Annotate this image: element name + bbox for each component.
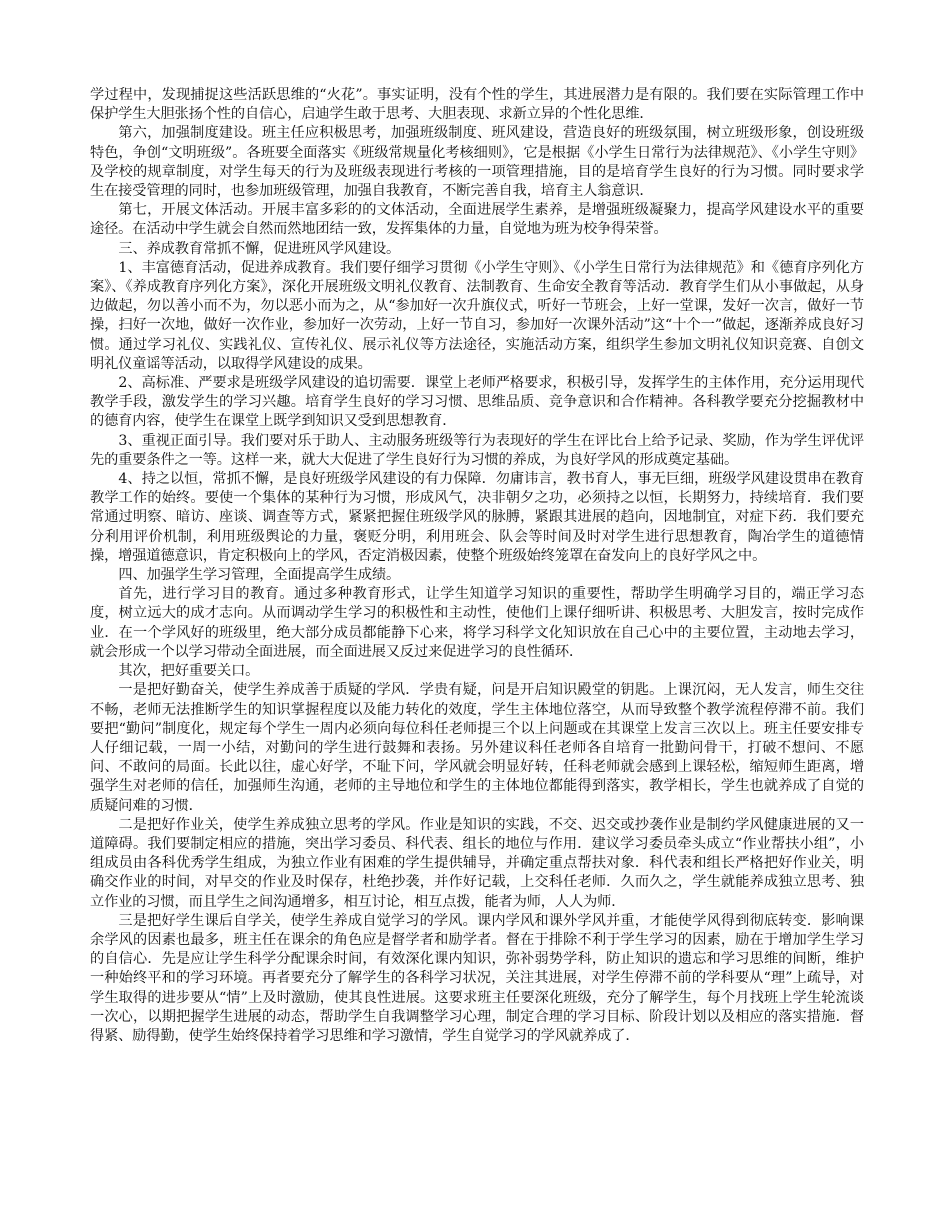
- paragraph-positive-guidance: 3、重视正面引导。我们要对乐于助人、主动服务班级等行为表现好的学生在评比台上给予记录、奖励，作为学生评优评先的重要条件之一等。这样一来，就大大促进了学生良好行为习惯的养成，为良好学风的形成奠定基础。: [90, 432, 864, 468]
- paragraph-system-building: 第六，加强制度建设。班主任应积极思考，加强班级制度、班风建设，营造良好的班级氛围，树立班级形象，创设班级特色，争创“文明班级”。各班要全面落实《班级常规量化考核细则》，它是根据《小学生日常行为法律规范》、《小学生守则》及学校的规章制度，对学生每天的行为及班级表现进行考核的一项管理措施，目的是培育学生良好的行为习惯。同时要求学生在接受管理的同时，也参加班级管理，加强自我教育，不断完善自我，培育主人翁意识．: [90, 125, 864, 200]
- paragraph-persistence: 4、持之以恒，常抓不懈，是良好班级学风建设的有力保障．勿庸讳言，教书育人，事无巨细，班级学风建设贯串在教育教学工作的始终。要使一个集体的某种行为习惯，形成风气，决非朝夕之功，必须持之以恒，长期努力，持续培育．我们要常通过明察、暗访、座谈、调查等方式，紧紧把握住班级学风的脉膊，紧跟其进展的趋向，因地制宜，对症下药．我们要充分利用评价机制，利用班级舆论的力量，褒贬分明，利用班会、队会等时间及时对学生进行思想教育，陶冶学生的道德情操，增强道德意识，肯定积极向上的学风，否定消极因素，使整个班级始终笼罩在奋发向上的良好学风之中。: [90, 471, 864, 564]
- paragraph-homework: 二是把好作业关，使学生养成独立思考的学风。作业是知识的实践，不交、迟交或抄袭作业是制约学风健康进展的又一道障碍。我们要制定相应的措施，突出学习委员、科代表、组长的地位与作用．建议学习委员牵头成立“作业帮扶小组”，小组成员由各科优秀学生组成，为独立作业有困难的学生提供辅导，并确定重点帮扶对象．科代表和组长严格把好作业关，明确交作业的时间，对早交的作业及时保存，杜绝抄袭，并作好记载，上交科任老师．久而久之，学生就能养成独立思考、独立作业的习惯，而且学生之间沟通增多，相互讨论，相互点拨，能者为师，人人为师．: [90, 816, 864, 910]
- paragraph-diligence: 一是把好勤奋关，使学生养成善于质疑的学风．学贵有疑，问是开启知识殿堂的钥匙。上课沉闷，无人发言，师生交往不畅，老师无法推断学生的知识掌握程度以及能力转化的效度，学生主体地位落空，从而导致整个教学流程停滞不前。我们要把“勤问”制度化，规定每个学生一周内必须向每位科任老师提三个以上问题或在其课堂上发言三次以上。班主任要安排专人仔细记载，一周一小结，对勤问的学生进行鼓舞和表扬。另外建议科任老师各自培育一批勤问骨干，打破不想问、不愿问、不敢问的局面。长此以往，虚心好学，不耻下问，学风就会明显好转，任科老师就会感到上课轻松，缩短师生距离，增强学生对老师的信任，加强师生沟通，老师的主导地位和学生的主体地位都能得到落实，教学相长，学生也就养成了自觉的质疑问难的习惯．: [90, 682, 864, 814]
- section-heading-study-management: 四、加强学生学习管理，全面提高学生成绩。: [118, 567, 401, 584]
- paragraph-study-purpose: 首先，进行学习目的教育。通过多种教育形式，让学生知道学习知识的重要性，帮助学生明确学习目的，端正学习态度，树立远大的成才志向。从而调动学生学习的积极性和主动性，使他们上课仔细听讲、积极思考、大胆发言，按时完成作业．在一个学风好的班级里，绝大部分成员都能静下心来，将学习科学文化知识放在自己心中的主要位置，主动地去学习，就会形成一个以学习带动全面进展，而全面进展又反过来促进学习的良性循环．: [90, 586, 864, 660]
- paragraph-high-standards: 2、高标准、严要求是班级学风建设的追切需要．课堂上老师严格要求，积极引导，发挥学生的主体作用，充分运用现代教学手段，激发学生的学习兴趣。培育学生良好的学习习惯、思维品质、竞争意识和合作精神。各科教学要充分挖掘教材中的德育内容，使学生在课堂上既学到知识又受到思想教育．: [90, 375, 864, 430]
- paragraph-self-study: 三是把好学生课后自学关，使学生养成自觉学习的学风。课内学风和课外学风并重，才能使学风得到彻底转变．影响课余学风的因素也最多，班主任在课余的角色应是督学者和励学者。督在于排除不利于学生学习的因素，励在于增加学生学习的自信心．先是应让学生科学分配课余时间，有效深化课内知识，弥补弱势学科，防止知识的遗忘和学习思维的间断，维护一种始终平和的学习环境。再者要充分了解学生的各科学习状况，关注其进展，对学生停滞不前的学科要从“理”上疏导，对学生取得的进步要从“情”上及时激励，使其良性进展。这要求班主任要深化班级，充分了解学生，每个月找班上学生轮流谈一次心，以期把握学生进展的动态，帮助学生自我调整学习心理，制定合理的学习目标、阶段计划以及相应的落实措施．督得紧、励得勤，使学生始终保持着学习思维和学习激情，学生自觉学习的学风就养成了．: [90, 912, 864, 1044]
- section-heading-habit-education: 三、养成教育常抓不懈，促进班风学风建设。: [118, 240, 401, 257]
- paragraph-cultural-activities: 第七，开展文体活动。开展丰富多彩的的文体活动，全面进展学生素养，是增强班级凝聚力，提高学风建设水平的重要途径。在活动中学生就会自然而然地团结一致，发挥集体的力量，自觉地为班为校争得荣誉。: [90, 202, 864, 238]
- paragraph-moral-activities: 1、丰富德育活动，促进养成教育。我们要仔细学习贯彻《小学生守则》、《小学生日常行为法律规范》和《德育序列化方案》、《养成教育序列化方案》，深化开展班级文明礼仪教育、法制教育、生命安全教育等活动．教育学生们从小事做起，从身边做起，勿以善小而不为，勿以恶小而为之，从“参加好一次升旗仪式，听好一节班会，上好一堂课，发好一次言，做好一节操，扫好一次地，做好一次作业，参加好一次劳动，上好一节自习，参加好一次课外活动”这“十个一”做起，逐渐养成良好习惯。通过学习礼仪、实践礼仪、宣传礼仪、展示礼仪等方法途径，实施活动方案，组织学生参加文明礼仪知识竞赛、自创文明礼仪童谣等活动，以取得学风建设的成果。: [90, 259, 864, 372]
- paragraph-continuation: 学过程中，发现捕捉这些活跃思维的“火花”。事实证明，没有个性的学生，其进展潜力是有限的。我们要在实际管理工作中保护学生大胆张扬个性的自信心，启迪学生敢于思考、大胆表现、求新立异的个性化思维．: [90, 87, 864, 123]
- paragraph-key-checkpoints: 其次，把好重要关口。: [118, 663, 260, 680]
